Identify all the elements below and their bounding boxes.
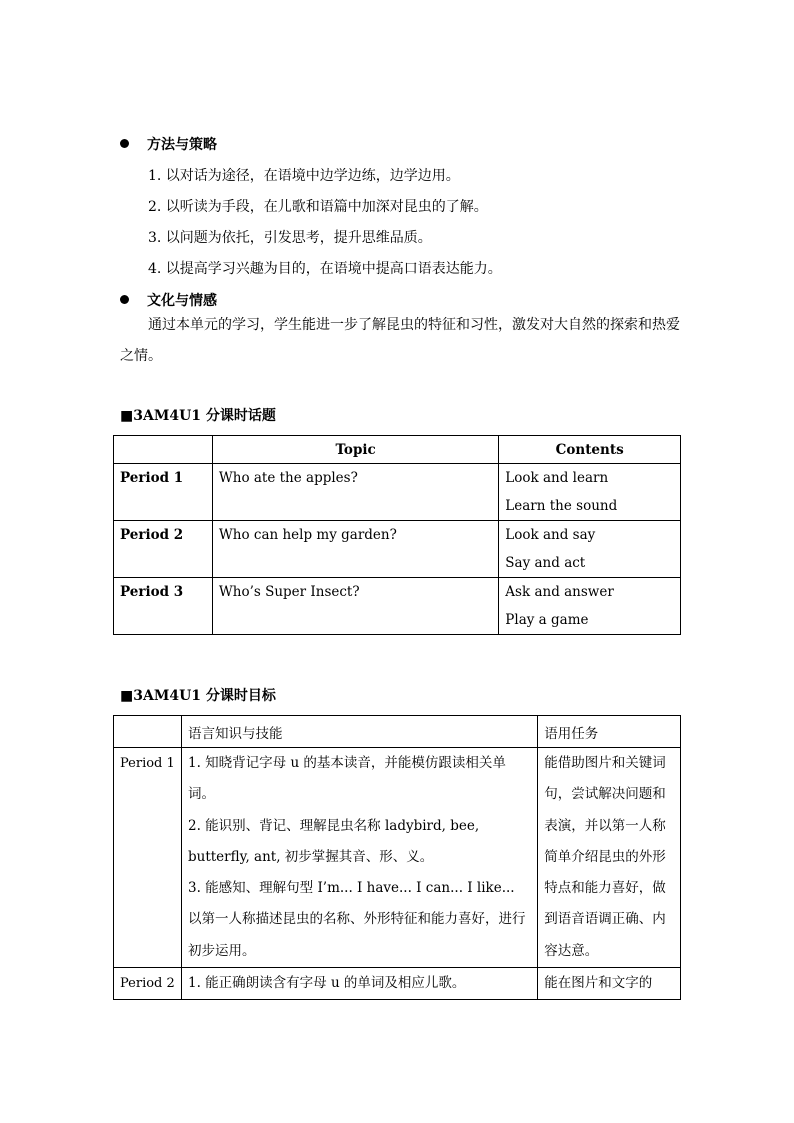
table-row xyxy=(114,968,681,1000)
methods-item-1: 1. 以对话为途径，在语境中边学边练，边学边用。 xyxy=(148,168,460,184)
header-cell: 语言知识与技能 xyxy=(181,716,537,748)
topic-cell: Who’s Super Insect? xyxy=(212,578,498,635)
period-cell: Period 1 xyxy=(114,748,182,968)
header-cell xyxy=(114,716,182,748)
task-cell: 能借助图片和关键词句，尝试解决问题和表演，并以第一人称简单介绍昆虫的外形特点和能力喜好，做到语音语调正确、内容达意。 xyxy=(538,748,681,968)
period-cell: Period 3 xyxy=(114,578,213,635)
contents-line: Learn the sound xyxy=(505,498,618,514)
knowledge-cell xyxy=(181,748,537,968)
topic-cell: Who ate the apples? xyxy=(212,464,498,521)
header-cell: 语用任务 xyxy=(538,716,681,748)
contents-line: Look and say xyxy=(505,527,596,543)
knowledge-line: 1. 知晓背记字母 u 的基本读音，并能模仿跟读相关单词。 xyxy=(187,755,506,803)
period-cell: Period 1 xyxy=(114,464,213,521)
contents-cell xyxy=(499,464,681,521)
topic-cell: Who can help my garden? xyxy=(212,521,498,578)
topics-title: ■3AM4U1 分课时话题 xyxy=(120,408,276,424)
topics-table xyxy=(113,435,681,635)
knowledge-cell xyxy=(181,968,537,1000)
goals-title: ■3AM4U1 分课时目标 xyxy=(120,688,276,704)
bullet-icon xyxy=(120,139,129,148)
goals-table xyxy=(113,715,681,1000)
period-cell: Period 2 xyxy=(114,521,213,578)
contents-line: Look and learn xyxy=(505,470,609,486)
contents-cell xyxy=(499,578,681,635)
methods-item-3: 3. 以问题为依托，引发思考，提升思维品质。 xyxy=(148,230,432,246)
knowledge-line: 3. 能感知、理解句型 I’m... I have... I can... I like... 以第一人称描述昆虫的名称、外形特征和能力喜好，进行初步运用。 xyxy=(187,880,526,959)
culture-heading xyxy=(120,290,217,310)
header-cell: Topic xyxy=(212,436,498,464)
header-cell: Contents xyxy=(499,436,681,464)
bullet-icon xyxy=(120,295,129,304)
table-row xyxy=(114,521,681,578)
table-row xyxy=(114,464,681,521)
knowledge-line: 2. 能识别、背记、理解昆虫名称 ladybird, bee, butterfly, ant, 初步掌握其音、形、义。 xyxy=(187,817,480,865)
table-header-row xyxy=(114,436,681,464)
table-header-row xyxy=(114,716,681,748)
culture-heading-text: 文化与情感 xyxy=(147,293,217,309)
methods-heading-text: 方法与策略 xyxy=(147,137,217,153)
culture-paragraph: 通过本单元的学习，学生能进一步了解昆虫的特征和习性，激发对大自然的探索和热爱之情。 xyxy=(120,317,680,364)
header-cell xyxy=(114,436,213,464)
contents-line: Say and act xyxy=(505,555,586,571)
contents-line: Ask and answer xyxy=(505,584,614,600)
methods-item-4: 4. 以提高学习兴趣为目的，在语境中提高口语表达能力。 xyxy=(148,261,502,277)
methods-heading xyxy=(120,134,217,154)
methods-item-2: 2. 以听读为手段，在儿歌和语篇中加深对昆虫的了解。 xyxy=(148,199,488,215)
knowledge-line: 1. 能正确朗读含有字母 u 的单词及相应儿歌。 xyxy=(187,975,466,992)
contents-line: Play a game xyxy=(505,612,589,628)
contents-cell xyxy=(499,521,681,578)
table-row xyxy=(114,578,681,635)
table-row xyxy=(114,748,681,968)
period-cell: Period 2 xyxy=(114,968,182,1000)
task-cell: 能在图片和文字的 xyxy=(538,968,681,1000)
